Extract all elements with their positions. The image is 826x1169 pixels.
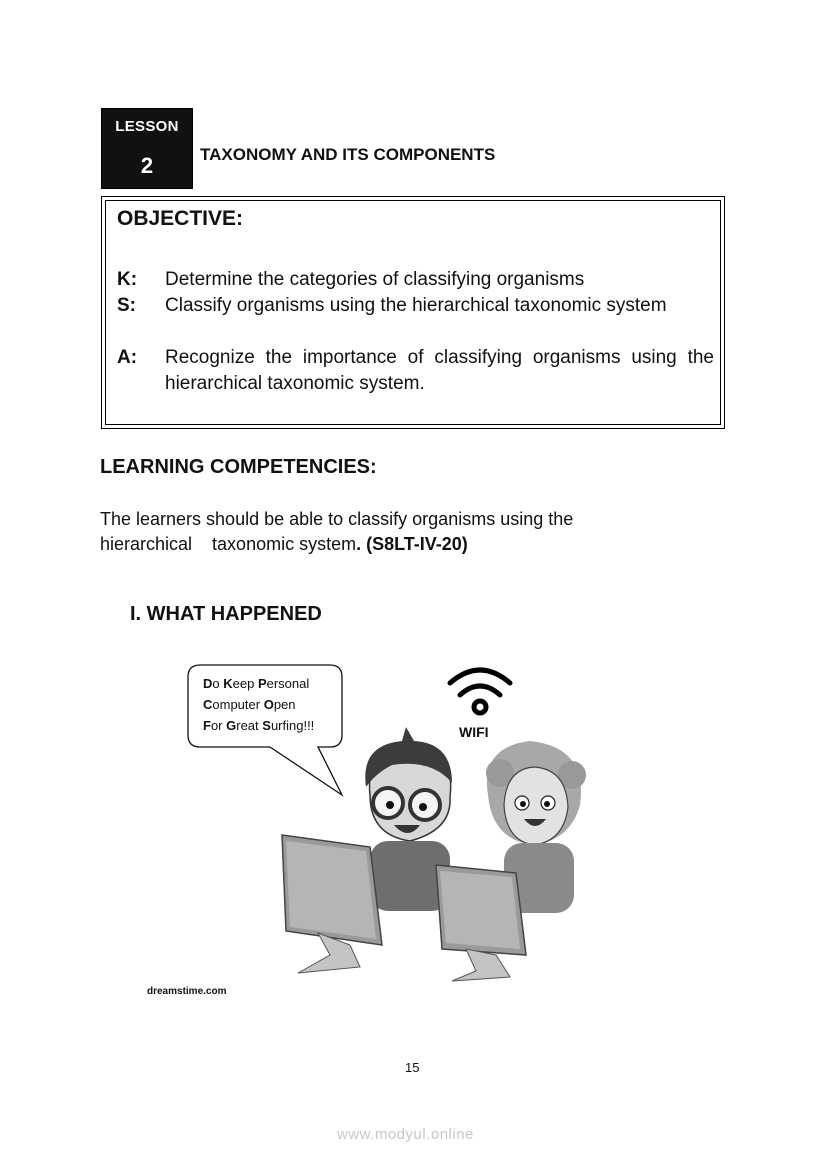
competencies-text	[100, 507, 660, 557]
bubble-line-3: For Great Surfing!!!	[203, 718, 315, 733]
competencies-title: LEARNING COMPETENCIES:	[100, 456, 377, 478]
watermark: www.modyul.online	[337, 1126, 474, 1143]
objective-text: Classify organisms using the hierarchical taxonomic system	[165, 295, 667, 316]
bubble-line-2: Computer Open	[203, 697, 296, 712]
image-credit: dreamstime.com	[147, 986, 227, 997]
objective-text: Recognize the importance of classifying organisms using the hierarchical taxonomic system.	[165, 347, 714, 394]
bubble-line-1: Do Keep Personal	[203, 676, 310, 691]
objective-title: OBJECTIVE:	[117, 207, 244, 230]
competencies-body: The learners should be able to classify organisms using the hierarchical taxonomic system	[100, 509, 579, 554]
lesson-number: 2	[140, 153, 154, 178]
objective-key: A:	[117, 347, 138, 368]
objective-key: S:	[117, 295, 136, 316]
objective-text: Determine the categories of classifying organisms	[165, 269, 585, 290]
speech-bubble-text	[203, 673, 314, 736]
competency-code: . (S8LT-IV-20)	[356, 534, 468, 554]
right-computer-monitor	[436, 865, 526, 981]
page-number: 15	[405, 1060, 420, 1075]
wifi-icon	[450, 670, 510, 713]
section-what-happened-title: I. WHAT HAPPENED	[130, 603, 322, 625]
objective-key: K:	[117, 269, 138, 290]
lesson-title: TAXONOMY AND ITS COMPONENTS	[200, 145, 496, 164]
lesson-label: LESSON	[115, 118, 179, 135]
left-computer-monitor	[282, 835, 382, 973]
lesson-badge	[101, 108, 193, 189]
wifi-label: WIFI	[459, 724, 489, 740]
